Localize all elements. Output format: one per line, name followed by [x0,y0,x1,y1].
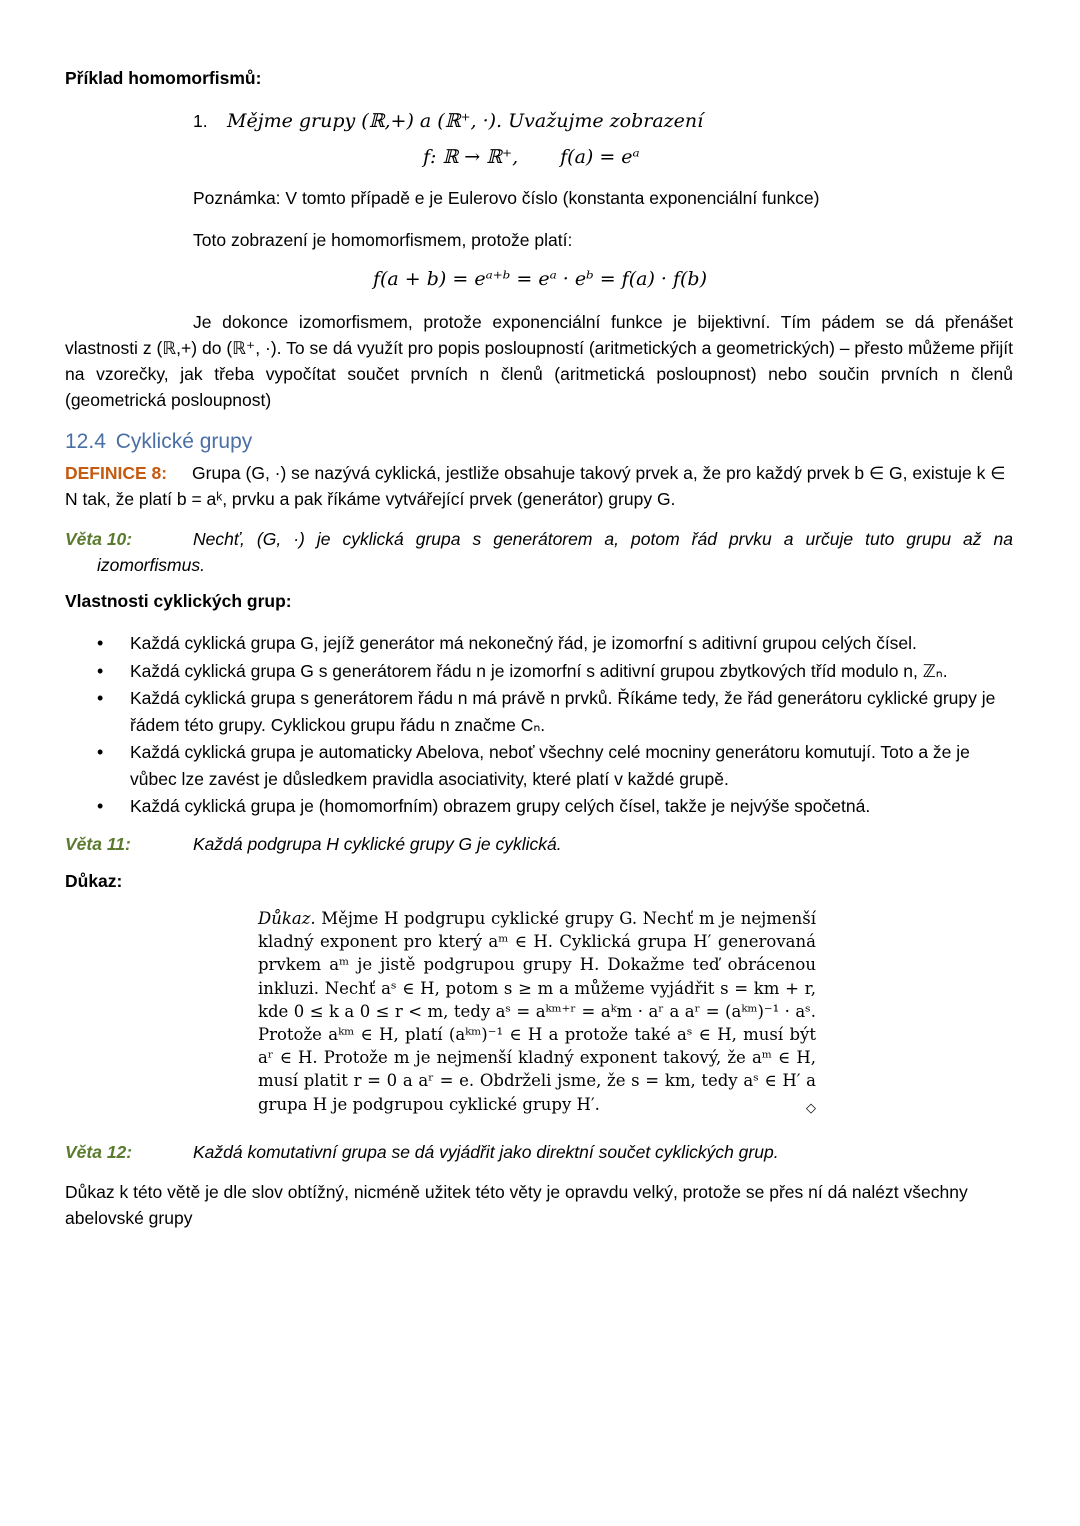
closing-paragraph: Důkaz k této větě je dle slov obtížný, nicméně užitek této věty je opravdu velký, protože se přes ní dá nalézt všechny abelovské grupy [65,1182,968,1228]
example-item [193,110,703,132]
item-text: Mějme grupy (ℝ,+) a (ℝ⁺, ·). Uvažujme zobrazení [227,110,704,132]
definition-text-line2: N tak, že platí b = aᵏ, prvku a pak říkáme vytvářející prvek (generátor) grupy G. [65,489,676,509]
theorem10-text-line1: Nechť, (G, ·) je cyklická grupa s generátorem a, potom řád prvku a určuje tuto grupu až na [193,529,1013,549]
list-item: • Každá cyklická grupa G, jejíž generátor má nekonečný řád, je izomorfní s aditivní grupou celých čísel. [65,630,1015,657]
section-title: Cyklické grupy [115,430,253,453]
section-number: 12.4 [65,430,106,453]
theorem-11 [65,834,562,855]
proof-title: Důkaz. [258,909,316,928]
bullet-icon: • [97,688,104,708]
qed-icon: ◇ [806,1100,816,1116]
section-heading [65,430,252,454]
theorem-12 [65,1142,779,1163]
theorem12-label: Věta 12: [65,1142,133,1162]
map-formula: f: ℝ → ℝ⁺, [423,146,519,168]
theorem10-text-line2: izomorfismus. [97,555,205,575]
bullet-icon: • [97,660,104,681]
paragraph-first-line: Je dokonce izomorfismem, protože exponenciální funkce je bijektivní. Tím pádem se dá přenášet [193,312,1013,332]
example-heading: Příklad homomorfismů: [65,68,262,88]
list-item: • Každá cyklická grupa G s generátorem řádu n je izomorfní s aditivní grupou zbytkových tříd modulo n, ℤₙ. [65,658,1015,685]
map-formula-line [423,146,640,168]
isomorphism-paragraph [65,309,1013,413]
list-item: • Každá cyklická grupa je (homomorfním) obrazem grupy celých čísel, takže je nejvýše spočetná. [65,793,1015,820]
paragraph-rest: vlastnosti z (ℝ,+) do (ℝ⁺, ·). To se dá využít pro popis posloupností (aritmetických a geometrických) – přesto můžeme přijít na vzorečky, jak třeba vypočítat součet prvních n členů (aritmetická posloupnost) nebo součin prvních n členů (geometrická posloupnost) [65,338,1013,410]
proof-heading: Důkaz: [65,871,123,891]
proof-image [258,907,816,1122]
properties-heading: Vlastnosti cyklických grup: [65,591,292,611]
definition-label: DEFINICE 8: [65,463,168,483]
properties-list [65,630,1015,821]
bullet-icon: • [97,633,104,653]
map-definition: f(a) = eᵃ [560,146,640,168]
theorem10-label: Věta 10: [65,529,133,549]
homomorphism-equation: f(a + b) = eᵃ⁺ᵇ = eᵃ · eᵇ = f(a) · f(b) [372,268,707,290]
item-number: 1. [193,111,208,131]
example-claim: Toto zobrazení je homomorfismem, protože platí: [193,230,573,250]
list-item: • Každá cyklická grupa je automaticky Abelova, neboť všechny celé mocniny generátoru komutují. Toto a že je vůbec lze zavést je důsledkem pravidla asociativity, které platí v každé grupě. [65,739,1015,792]
theorem11-label: Věta 11: [65,834,131,854]
theorem12-text: Každá komutativní grupa se dá vyjádřit jako direktní součet cyklických grup. [193,1142,779,1162]
definition-8 [65,460,1015,512]
proof-body: Mějme H podgrupu cyklické grupy G. Nechť m je nejmenší kladný exponent pro který aᵐ ∈ H. Cyklická grupa H′ generovaná prvkem aᵐ je jistě podgrupou grupy H. Dokažme teď obrácenou inkluzi. Nechť aˢ ∈ H, potom s ≥ m a můžeme vyjádřit s = km + r, kde 0 ≤ k a 0 ≤ r < m, tedy aˢ = aᵏᵐ⁺ʳ = aᵏm · aʳ a aʳ = (aᵏᵐ)⁻¹ · aˢ. Protože aᵏᵐ ∈ H, platí (aᵏᵐ)⁻¹ ∈ H a protože také aˢ ∈ H, musí být aʳ ∈ H. Protože m je nejmenší kladný exponent takový, že aᵐ ∈ H, musí platit r = 0 a aʳ = e. Obdrželi jsme, že s = km, tedy aˢ ∈ H′ a grupa H je podgrupou cyklické grupy H′. [258,909,816,1114]
theorem-10 [65,526,1013,578]
theorem11-text: Každá podgrupa H cyklické grupy G je cyklická. [193,834,562,854]
bullet-icon: • [97,742,104,762]
bullet-icon: • [97,796,104,816]
example-note: Poznámka: V tomto případě e je Eulerovo číslo (konstanta exponenciální funkce) [193,188,820,208]
list-item: • Každá cyklická grupa s generátorem řádu n má právě n prvků. Říkáme tedy, že řád generátoru cyklické grupy je řádem této grupy. Cyklickou grupu řádu n značme Cₙ. [65,685,1015,738]
definition-text-line1: Grupa (G, ·) se nazývá cyklická, jestliže obsahuje takový prvek a, že pro každý prvek b ∈ G, existuje k ∈ [192,463,1006,483]
